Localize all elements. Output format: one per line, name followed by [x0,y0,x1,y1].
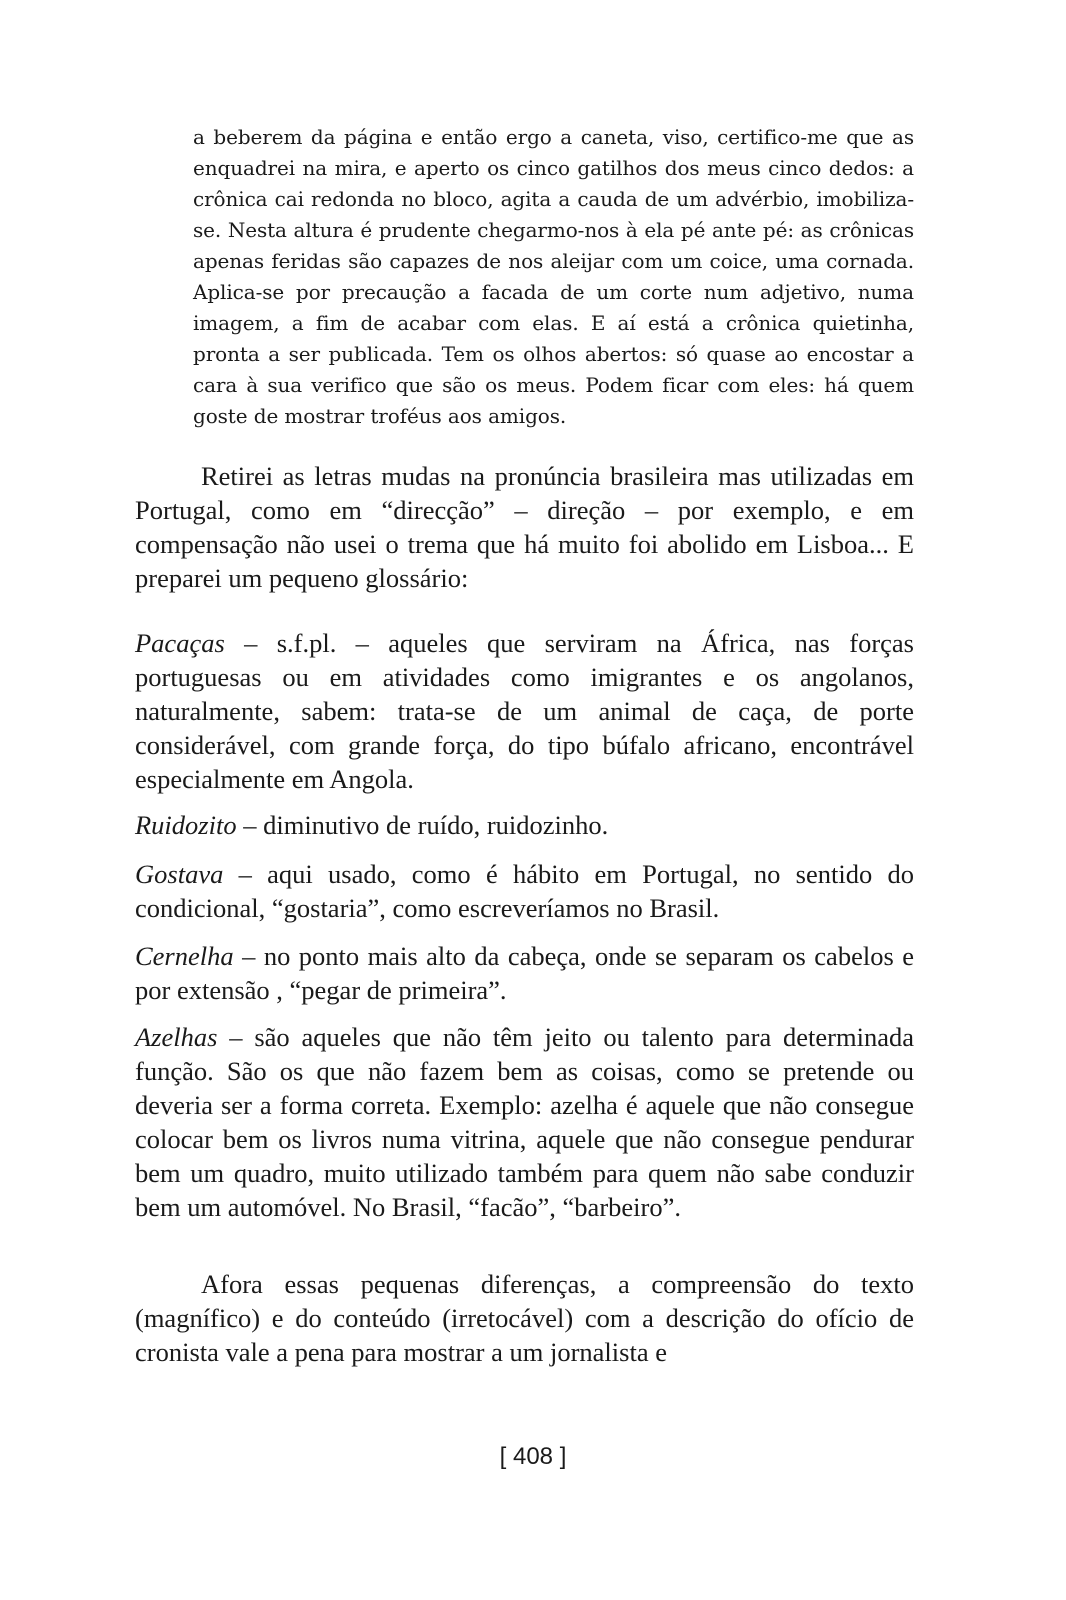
glossary-definition: – s.f.pl. – aqueles que serviram na África, nas forças portuguesas ou em atividades como imigrantes e os angolanos, naturalmente, sabem: trata-se de um animal de caça, de porte considerável, com grande força, do tipo búfalo africano, encontrável especialmente em Angola. [135,628,914,794]
glossary-term: Pacaças [135,628,225,658]
glossary-entry-cernelha [135,939,914,1007]
glossary-term: Cernelha [135,941,234,971]
glossary-entry-azelhas [135,1020,914,1224]
glossary-term: Ruidozito [135,810,237,840]
glossary-entry-ruidozito [135,808,914,842]
page-number: [ 408 ] [499,1443,567,1470]
glossary-definition: – aqui usado, como é hábito em Portugal, no sentido do condicional, “gostaria”, como escreveríamos no Brasil. [135,859,914,923]
glossary-term: Gostava [135,859,224,889]
glossary-term: Azelhas [135,1022,218,1052]
glossary-definition: – no ponto mais alto da cabeça, onde se separam os cabelos e por extensão , “pegar de primeira”. [135,941,914,1005]
intro-paragraph: Retirei as letras mudas na pronúncia brasileira mas utilizadas em Portugal, como em “direcção” – direção – por exemplo, e em compensação não usei o trema que há muito foi abolido em Lisboa... E preparei um pequeno glossário: [135,461,914,593]
glossary-definition: – são aqueles que não têm jeito ou talento para determinada função. São os que não fazem bem as coisas, como se pretende ou deveria ser a forma correta. Exemplo: azelha é aquele que não consegue colocar bem os livros numa vitrina, aquele que não consegue pendurar bem um quadro, muito utilizado também para quem não sabe conduzir bem um automóvel. No Brasil, “facão”, “barbeiro”. [135,1022,914,1222]
glossary-definition: – diminutivo de ruído, ruidozinho. [236,810,609,840]
closing-paragraph: Afora essas pequenas diferenças, a compreensão do texto (magnífico) e do conteúdo (irretocável) com a descrição do ofício de cronista vale a pena para mostrar a um jornalista e [135,1269,914,1367]
glossary-entry-gostava [135,857,914,925]
block-quote [193,122,914,432]
block-quote-text: a beberem da página e então ergo a caneta, viso, certifico-me que as enquadrei na mira, e aperto os cinco gatilhos dos meus cinco dedos: a crônica cai redonda no bloco, agita a cauda de um advérbio, imobiliza-se. Nesta altura é prudente chegarmo-nos à ela pé ante pé: as crônicas apenas feridas são capazes de nos aleijar com um coice, uma cornada. Aplica-se por precaução a facada de um corte num adjetivo, numa imagem, a fim de acabar com elas. E aí está a crônica quietinha, pronta a ser publicada. Tem os olhos abertos: só quase ao encostar a cara à sua verifico que são os meus. Podem ficar com eles: há quem goste de mostrar troféus aos amigos. [193,125,914,428]
glossary-entry-pacacas [135,626,914,796]
